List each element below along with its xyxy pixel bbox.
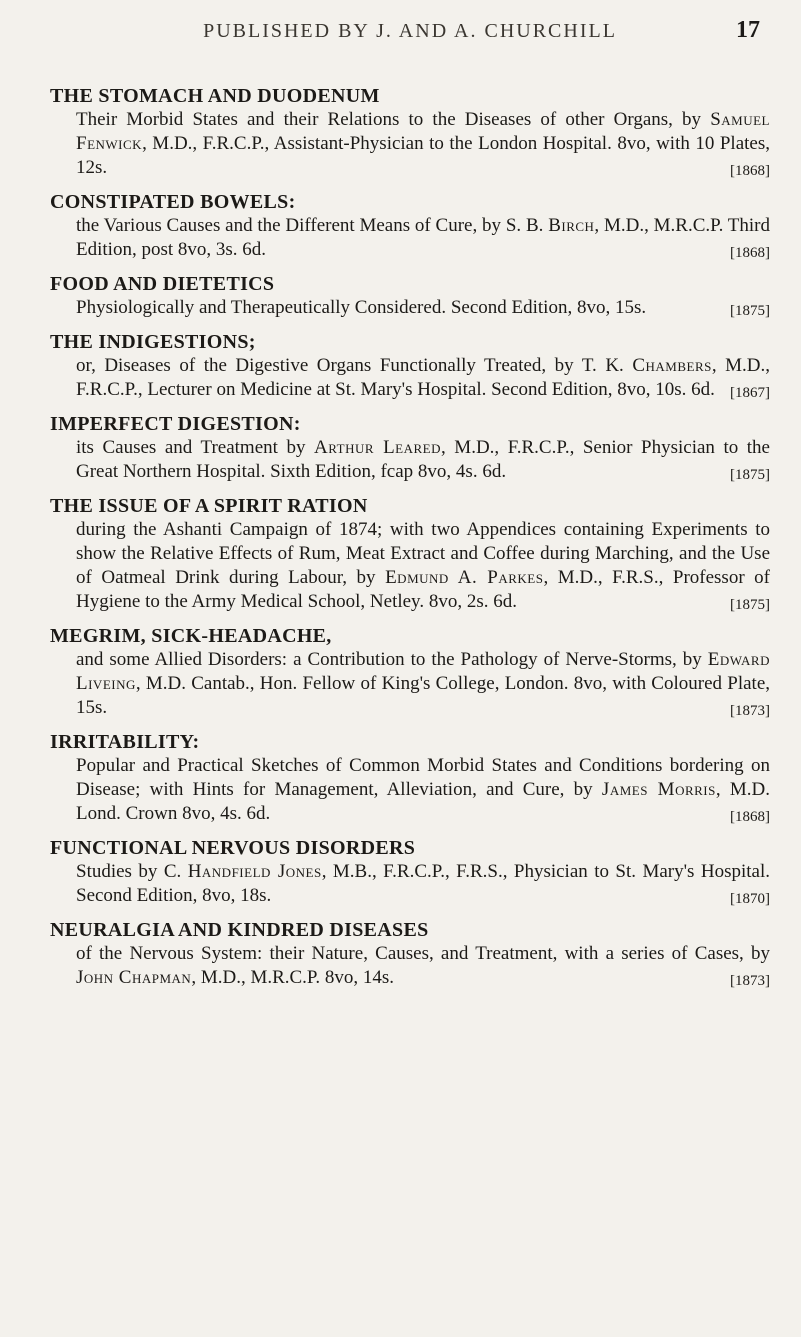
catalogue-entry (50, 494, 770, 614)
entry-text: during the Ashanti Campaign of 1874; with two Appendices containing Experiments to show the Relative Effects of Rum, Meat Extract and Coffee during Marching, and the Use of Oatmeal Drink during Labour, by (76, 519, 770, 588)
entry-description (76, 214, 770, 262)
entry-text-cont: , M.D., F.R.C.P., Assistant-Physician to the London Hospital. 8vo, with 10 Plates, 12s. (76, 133, 770, 178)
entry-description (76, 296, 770, 320)
entry-description (76, 108, 770, 180)
entry-year: [1868] (730, 809, 770, 825)
entry-author: Handfield Jones (187, 861, 322, 882)
entry-text-cont: , M.D., F.R.S., Professor of Hygiene to the Army Medical School, Netley. 8vo, 2s. 6d. (76, 567, 770, 612)
entry-description (76, 754, 770, 826)
entry-text-cont: , M.D., M.R.C.P. Third Edition, post 8vo, 3s. 6d. (76, 215, 771, 260)
entry-text: its Causes and Treatment by (76, 437, 315, 458)
entry-title: CONSTIPATED BOWELS: (50, 191, 296, 213)
entry-author: Chambers (632, 355, 712, 376)
catalogue-list (50, 84, 770, 993)
entry-year: [1867] (730, 385, 770, 401)
entry-title: FOOD AND DIETETICS (50, 273, 275, 295)
entry-author: Edmund A. Parkes (385, 567, 544, 588)
entry-text-cont: , M.D., F.R.C.P., Lecturer on Medicine at St. Mary's Hospital. Second Edition, 8vo, 10s. 6d. (76, 355, 770, 400)
entry-title: THE STOMACH AND DUODENUM (50, 85, 380, 107)
entry-author: John Chapman (76, 967, 192, 988)
entry-year: [1868] (730, 245, 770, 261)
entry-year: [1875] (730, 467, 770, 483)
catalogue-entry (50, 412, 770, 484)
entry-text: Physiologically and Therapeutically Considered. Second Edition, 8vo, 15s. (76, 297, 647, 318)
entry-year: [1873] (730, 703, 770, 719)
entry-title: IMPERFECT DIGESTION: (50, 413, 301, 435)
publisher-heading: PUBLISHED BY J. AND A. CHURCHILL (203, 20, 617, 42)
entry-title: IRRITABILITY: (50, 731, 200, 753)
entry-text-cont: , M.D., F.R.C.P., Senior Physician to the Great Northern Hospital. Sixth Edition, fcap 8vo, 4s. 6d. (76, 437, 770, 482)
entry-text: Popular and Practical Sketches of Common Morbid States and Conditions bordering on Disease; with Hints for Management, Alleviation, and Cure, by (76, 755, 770, 800)
entry-title: NEURALGIA AND KINDRED DISEASES (50, 919, 429, 941)
catalogue-entry (50, 272, 770, 320)
entry-description (76, 648, 770, 720)
entry-author: James Morris (601, 779, 716, 800)
entry-author: Samuel Fenwick (76, 109, 770, 154)
entry-year: [1873] (730, 973, 770, 989)
entry-text: or, Diseases of the Digestive Organs Functionally Treated, by T. K. (76, 355, 633, 376)
entry-text: Studies by C. (76, 861, 188, 882)
catalogue-entry (50, 330, 770, 402)
entry-title: MEGRIM, SICK-HEADACHE, (50, 625, 332, 647)
entry-text-cont: , M.D. Lond. Crown 8vo, 4s. 6d. (76, 779, 770, 824)
entry-description (76, 860, 770, 908)
entry-author: Birch (548, 215, 595, 236)
entry-author: Arthur Leared (314, 437, 441, 458)
entry-text: and some Allied Disorders: a Contribution to the Pathology of Nerve-Storms, by (76, 649, 708, 670)
entry-text: the Various Causes and the Different Means of Cure, by S. B. (76, 215, 549, 236)
entry-title: THE ISSUE OF A SPIRIT RATION (50, 495, 368, 517)
running-header (60, 17, 760, 54)
catalogue-entry (50, 84, 770, 180)
catalogue-entry (50, 836, 770, 908)
entry-description (76, 354, 770, 402)
entry-text: Their Morbid States and their Relations to the Diseases of other Organs, by (76, 109, 711, 130)
entry-text-cont: , M.D., M.R.C.P. 8vo, 14s. (191, 967, 395, 988)
entry-year: [1868] (730, 163, 770, 179)
entry-text-cont: , M.D. Cantab., Hon. Fellow of King's College, London. 8vo, with Coloured Plate, 15s. (76, 673, 770, 718)
catalogue-entry (50, 730, 770, 826)
page-number: 17 (736, 17, 760, 43)
entry-year: [1870] (730, 891, 770, 907)
entry-description (76, 518, 770, 614)
entry-description (76, 942, 770, 990)
entry-description (76, 436, 770, 484)
entry-year: [1875] (730, 303, 770, 319)
catalogue-entry (50, 918, 770, 990)
catalogue-entry (50, 624, 770, 720)
entry-title: THE INDIGESTIONS; (50, 331, 256, 353)
entry-year: [1875] (730, 597, 770, 613)
entry-text: of the Nervous System: their Nature, Causes, and Treatment, with a series of Cases, by (76, 943, 770, 964)
catalogue-entry (50, 190, 770, 262)
entry-text-cont: , M.B., F.R.C.P., F.R.S., Physician to St. Mary's Hospital. Second Edition, 8vo, 18s. (76, 861, 770, 906)
entry-author: Edward Liveing (76, 649, 770, 694)
entry-title: FUNCTIONAL NERVOUS DISORDERS (50, 837, 416, 859)
